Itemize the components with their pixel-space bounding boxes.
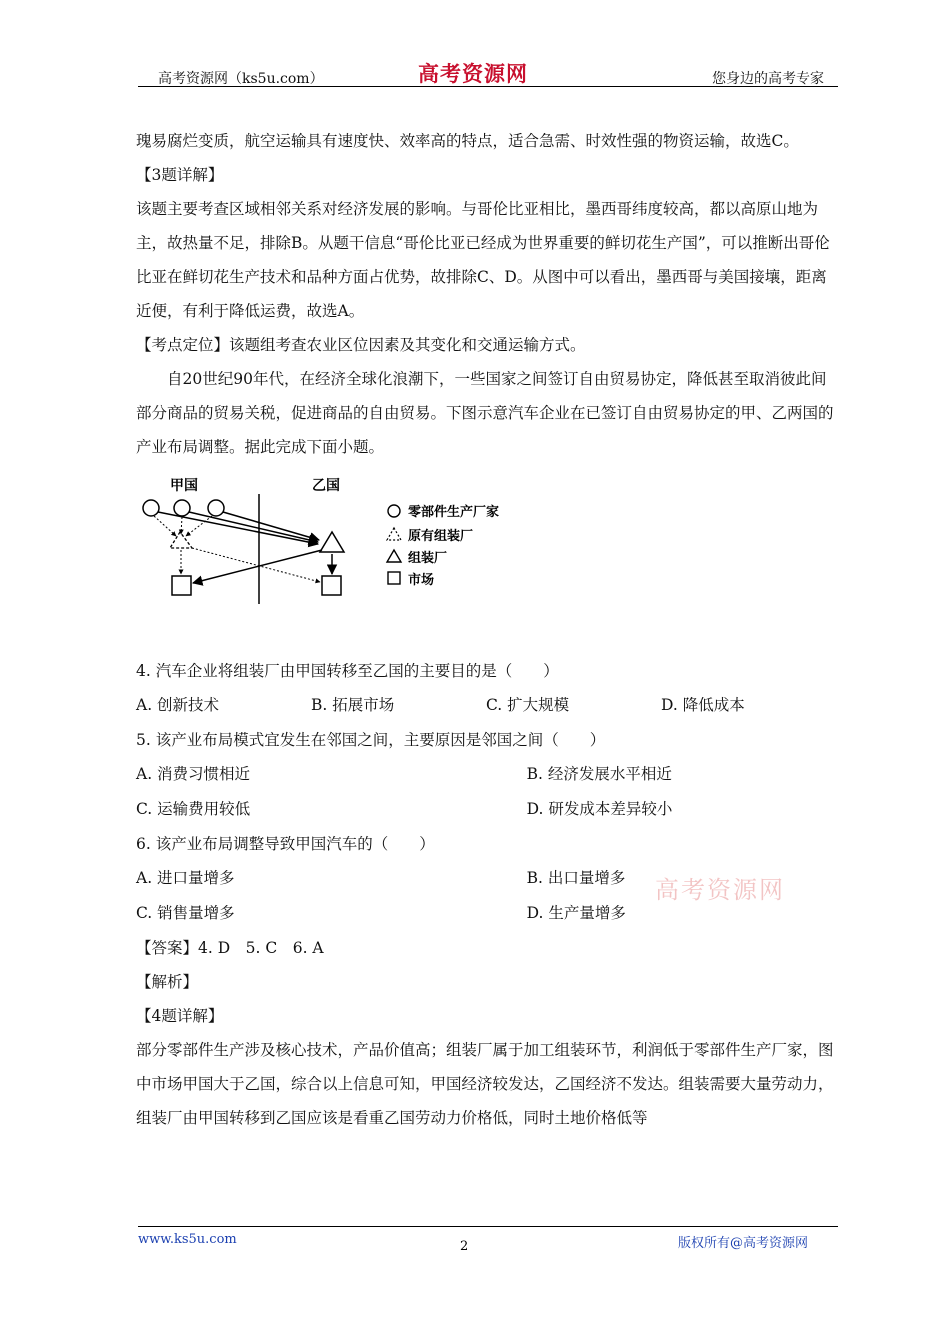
q5-option-a: A. 消费习惯相近 [136,765,251,783]
header-site-name: 高考资源网（ks5u.com） [158,71,324,87]
page-header [138,61,838,87]
country-b-label: 乙国 [312,478,340,494]
question-5-options-row1 [136,757,836,792]
header-logo: 高考资源网 [418,61,528,86]
question-4-options [136,688,836,723]
q5-option-d: D. 研发成本差异较小 [526,800,673,818]
parts-factory-2 [174,500,190,516]
market-country-a [172,576,191,595]
question-4-stem: 4. 汽车企业将组装厂由甲国转移至乙国的主要目的是（ ） [136,662,559,680]
header-slogan: 您身边的高考专家 [712,71,824,87]
arrow-parts3-to-assembly [223,512,319,540]
q6-option-c: C. 销售量增多 [136,904,235,922]
legend-market-label: 市场 [408,573,435,588]
dotted-parts1-to-original [154,516,176,536]
arrow-parts2-to-assembly [189,512,318,542]
q6-option-a: A. 进口量增多 [136,869,235,887]
paragraph-q3-detail: 该题主要考查区域相邻关系对经济发展的影响。与哥伦比亚相比，墨西哥纬度较高，都以高原山地为主，故热量不足，排除B。从题干信息“哥伦比亚已经成为世界重要的鲜切花生产国”，可以推断出哥伦比亚在鲜切花生产技术和品种方面占优势，故排除C、D。从图中可以看出，墨西哥与美国接壤，距离近便，有利于降低运费，故选A。 [136,200,830,320]
country-a-label: 甲国 [170,478,198,494]
question-5-options-row2 [136,792,836,827]
page-footer [138,1226,838,1254]
diagram-svg [136,464,836,654]
q4-option-a: A. 创新技术 [136,696,220,714]
dotted-original-to-market-b [192,548,320,582]
legend-original-label: 原有组装厂 [408,529,474,544]
legend-assembly-label: 组装厂 [408,551,448,566]
q5-option-c: C. 运输费用较低 [136,800,251,818]
question-5-stem: 5. 该产业布局模式宜发生在邻国之间，主要原因是邻国之间（ ） [136,731,606,749]
footer-website-link[interactable]: www.ks5u.com [138,1232,237,1247]
q5-option-b: B. 经济发展水平相近 [526,765,672,783]
arrow-assembly-to-market-a [193,550,322,583]
market-country-b [322,576,341,595]
paragraph-question-intro: 自20世纪90年代，在经济全球化浪潮下，一些国家之间签订自由贸易协定，降低甚至取消彼此间部分商品的贸易关税，促进商品的自由贸易。下图示意汽车企业在已签订自由贸易协定的甲、乙两国的产业布局调整。据此完成下面小题。 [136,370,834,456]
legend-assembly-icon [387,550,401,562]
document-body [136,124,836,1135]
assembly-plant [320,532,344,552]
legend-parts-icon [388,505,400,517]
analysis-title: 【解析】 [136,973,199,991]
q4-option-c: C. 扩大规模 [486,696,570,714]
legend-parts-label: 零部件生产厂家 [408,505,500,520]
q6-option-d: D. 生产量增多 [526,904,626,922]
dotted-parts2-to-original [181,517,182,534]
parts-factory-1 [143,500,159,516]
answer-line: 【答案】4. D 5. C 6. A [136,939,324,957]
watermark-logo: 高考资源网 [655,876,785,904]
detail-title-q4: 【4题详解】 [136,1007,224,1025]
paragraph-key-point: 【考点定位】该题组考查农业区位因素及其变化和交通运输方式。 [136,336,586,354]
q4-option-d: D. 降低成本 [661,696,745,714]
detail-text-q4: 部分零部件生产涉及核心技术，产品价值高；组装厂属于加工组装环节，利润低于零部件生产厂家，图中市场甲国大于乙国，综合以上信息可知，甲国经济较发达，乙国经济不发达。组装需要大量劳动力，组装厂由甲国转移到乙国应该是看重乙国劳动力价格低，同时土地价格低等 [136,1041,834,1127]
q4-option-b: B. 拓展市场 [311,696,395,714]
section-title-q3: 【3题详解】 [136,166,224,184]
parts-factory-3 [208,500,224,516]
industry-layout-diagram [136,464,836,654]
footer-copyright: 版权所有@高考资源网 [677,1236,808,1251]
legend-original-icon [387,528,401,540]
question-6-stem: 6. 该产业布局调整导致甲国汽车的（ ） [136,835,435,853]
q6-option-b: B. 出口量增多 [526,869,626,887]
paragraph-continued: 瑰易腐烂变质，航空运输具有速度快、效率高的特点，适合急需、时效性强的物资运输，故选C。 [136,132,799,150]
legend-market-icon [388,572,400,584]
page-number: 2 [460,1239,469,1254]
